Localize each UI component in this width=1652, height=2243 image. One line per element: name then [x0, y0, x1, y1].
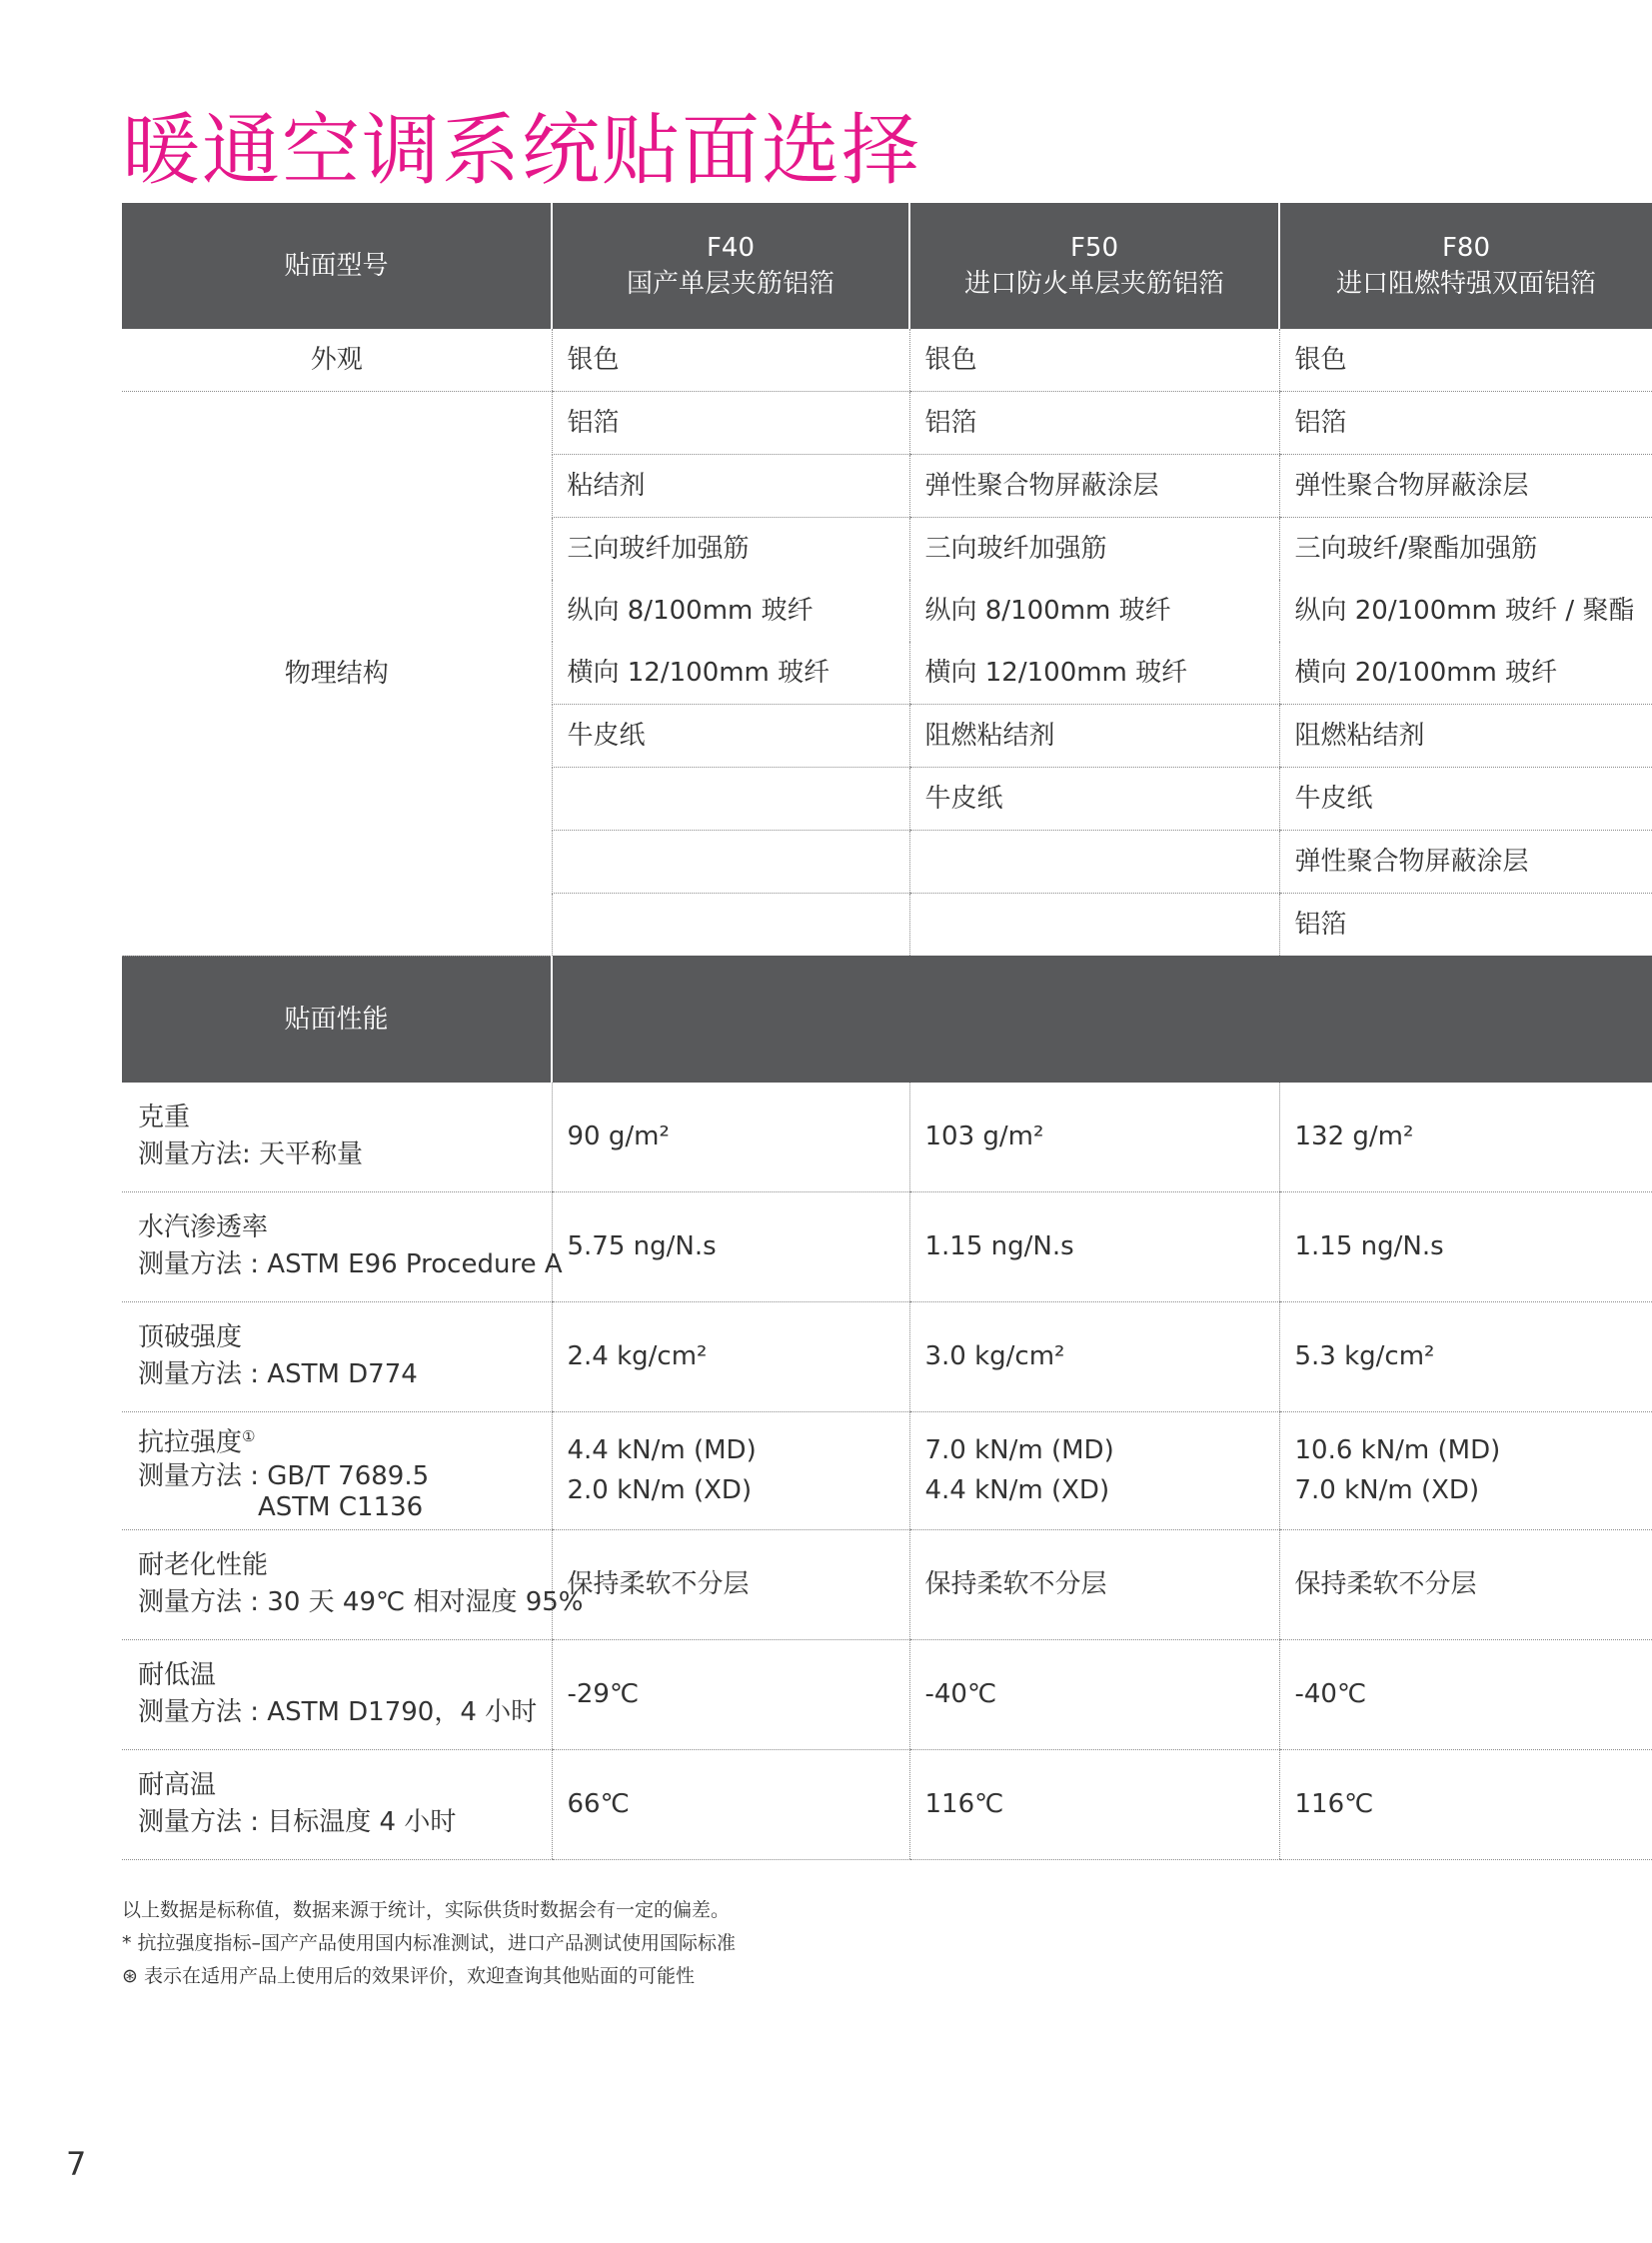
table-cell: 116℃ [1279, 1749, 1652, 1859]
table-cell [552, 768, 909, 831]
header-product-f40 [552, 203, 909, 329]
property-label [122, 1191, 563, 1301]
footnote-evaluation: ⊛ 表示在适用产品上使用后的效果评价，欢迎查询其他贴面的可能性 [122, 1965, 695, 1987]
table-cell: -40℃ [909, 1639, 1279, 1749]
table-cell: 90 g/m² [552, 1083, 909, 1192]
property-label [122, 1411, 552, 1529]
table-cell: 铝箔 [552, 392, 909, 455]
header-facing-performance: 贴面性能 [122, 956, 552, 1083]
table-cell: 银色 [552, 329, 909, 392]
appearance-row [122, 329, 1652, 392]
table-cell: 1.15 ng/N.s [1279, 1191, 1652, 1301]
table-cell: 103 g/m² [909, 1083, 1279, 1192]
table-cell: 保持柔软不分层 [552, 1529, 909, 1639]
property-method-secondary: ASTM C1136 [258, 1492, 424, 1523]
property-name: 水汽渗透率 [138, 1212, 269, 1242]
performance-header-row [122, 956, 1652, 1083]
property-method: 测量方法 : ASTM E96 Procedure A [138, 1249, 563, 1279]
header-blank [552, 956, 1652, 1083]
table-cell: 铝箔 [909, 392, 1279, 455]
property-name: 克重 [138, 1103, 191, 1132]
table-cell: 牛皮纸 [552, 705, 909, 768]
performance-row-aging [122, 1529, 1652, 1639]
performance-row-tensile [122, 1411, 1652, 1529]
table-cell: 3.0 kg/cm² [909, 1301, 1279, 1411]
facing-spec-table [122, 203, 1652, 1860]
performance-row-high-temp [122, 1749, 1652, 1859]
header-product-f80 [1279, 203, 1652, 329]
performance-row-low-temp [122, 1639, 1652, 1749]
table-cell: 横向 20/100mm 玻纤 [1279, 642, 1652, 705]
table-cell: 2.4 kg/cm² [552, 1301, 909, 1411]
table-cell: 132 g/m² [1279, 1083, 1652, 1192]
table-cell: 横向 12/100mm 玻纤 [552, 642, 909, 705]
property-name: 耐高温 [138, 1770, 217, 1800]
property-method: 测量方法 : GB/T 7689.5 [138, 1461, 430, 1492]
table-cell: 阻燃粘结剂 [909, 705, 1279, 768]
table-cell: 弹性聚合物屏蔽涂层 [909, 455, 1279, 518]
product-name: 进口阻燃特强双面铝箔 [1335, 269, 1596, 299]
table-cell: 5.3 kg/cm² [1279, 1301, 1652, 1411]
table-cell: -40℃ [1279, 1639, 1652, 1749]
footnotes [122, 1894, 736, 1993]
table-cell: 纵向 8/100mm 玻纤 [552, 580, 909, 642]
property-name: 耐老化性能 [138, 1550, 269, 1580]
table-cell: 粘结剂 [552, 455, 909, 518]
footnote-nominal: 以上数据是标称值，数据来源于统计，实际供货时数据会有一定的偏差。 [122, 1899, 731, 1921]
table-cell: -29℃ [552, 1639, 909, 1749]
property-label [122, 1301, 552, 1411]
property-method: 测量方法 : ASTM D1790，4 小时 [138, 1697, 538, 1727]
property-label [122, 1749, 552, 1859]
value-xd: 2.0 kN/m (XD) [567, 1475, 753, 1505]
property-method: 测量方法: 天平称量 [138, 1139, 364, 1169]
page-title: 暖通空调系统贴面选择 [122, 106, 922, 196]
table-cell [552, 1411, 909, 1529]
table-cell: 66℃ [552, 1749, 909, 1859]
product-code: F50 [1069, 233, 1119, 263]
property-name: 耐低温 [138, 1660, 217, 1690]
property-label [122, 1529, 584, 1639]
table-cell: 弹性聚合物屏蔽涂层 [1279, 831, 1652, 894]
property-method: 测量方法 : ASTM D774 [138, 1359, 418, 1389]
table-cell [552, 894, 909, 957]
table-cell [1279, 1411, 1652, 1529]
property-label [122, 1083, 552, 1192]
property-label [122, 1639, 552, 1749]
table-cell: 银色 [1279, 329, 1652, 392]
table-cell [909, 894, 1279, 957]
table-cell [909, 831, 1279, 894]
table-cell: 弹性聚合物屏蔽涂层 [1279, 455, 1652, 518]
table-cell: 阻燃粘结剂 [1279, 705, 1652, 768]
table-cell: 保持柔软不分层 [1279, 1529, 1652, 1639]
property-name: 顶破强度 [138, 1322, 243, 1352]
table-cell: 三向玻纤加强筋 [552, 518, 909, 581]
table-cell: 牛皮纸 [1279, 768, 1652, 831]
table-cell: 铝箔 [1279, 392, 1652, 455]
page-number: 7 [66, 2145, 87, 2183]
table-cell [552, 831, 909, 894]
table-cell: 5.75 ng/N.s [552, 1191, 909, 1301]
footnote-mark: ① [242, 1426, 256, 1445]
product-code: F40 [706, 233, 756, 263]
table-cell: 保持柔软不分层 [909, 1529, 1279, 1639]
value-md: 4.4 kN/m (MD) [567, 1435, 757, 1465]
table-cell: 铝箔 [1279, 894, 1652, 957]
property-method: 测量方法 : 目标温度 4 小时 [138, 1807, 457, 1837]
table-cell: 116℃ [909, 1749, 1279, 1859]
performance-row-burst [122, 1301, 1652, 1411]
structure-row [122, 392, 1652, 455]
table-cell: 横向 12/100mm 玻纤 [909, 642, 1279, 705]
appearance-label: 外观 [122, 329, 552, 392]
value-xd: 7.0 kN/m (XD) [1294, 1475, 1480, 1505]
property-method: 测量方法 : 30 天 49℃ 相对湿度 95% [138, 1587, 584, 1617]
performance-row-permeance [122, 1191, 1652, 1301]
product-name: 国产单层夹筋铝箔 [626, 269, 834, 299]
table-cell: 牛皮纸 [909, 768, 1279, 831]
table-cell: 1.15 ng/N.s [909, 1191, 1279, 1301]
table-cell: 银色 [909, 329, 1279, 392]
value-xd: 4.4 kN/m (XD) [924, 1475, 1110, 1505]
table-cell: 纵向 8/100mm 玻纤 [909, 580, 1279, 642]
table-cell: 三向玻纤/聚酯加强筋 [1279, 518, 1652, 581]
product-code: F80 [1441, 233, 1491, 263]
value-md: 10.6 kN/m (MD) [1294, 1435, 1501, 1465]
header-product-f50 [909, 203, 1279, 329]
property-name: 抗拉强度① [138, 1426, 256, 1458]
structure-label: 物理结构 [122, 392, 552, 957]
product-name: 进口防火单层夹筋铝箔 [963, 269, 1224, 299]
table-cell [909, 1411, 1279, 1529]
table-cell: 纵向 20/100mm 玻纤 / 聚酯 [1279, 580, 1652, 642]
table-cell: 三向玻纤加强筋 [909, 518, 1279, 581]
footnote-tensile: * 抗拉强度指标–国产产品使用国内标准测试，进口产品测试使用国际标准 [122, 1932, 737, 1954]
header-facing-model: 贴面型号 [122, 203, 552, 329]
header-row [122, 203, 1652, 329]
value-md: 7.0 kN/m (MD) [924, 1435, 1114, 1465]
performance-row-weight [122, 1083, 1652, 1192]
